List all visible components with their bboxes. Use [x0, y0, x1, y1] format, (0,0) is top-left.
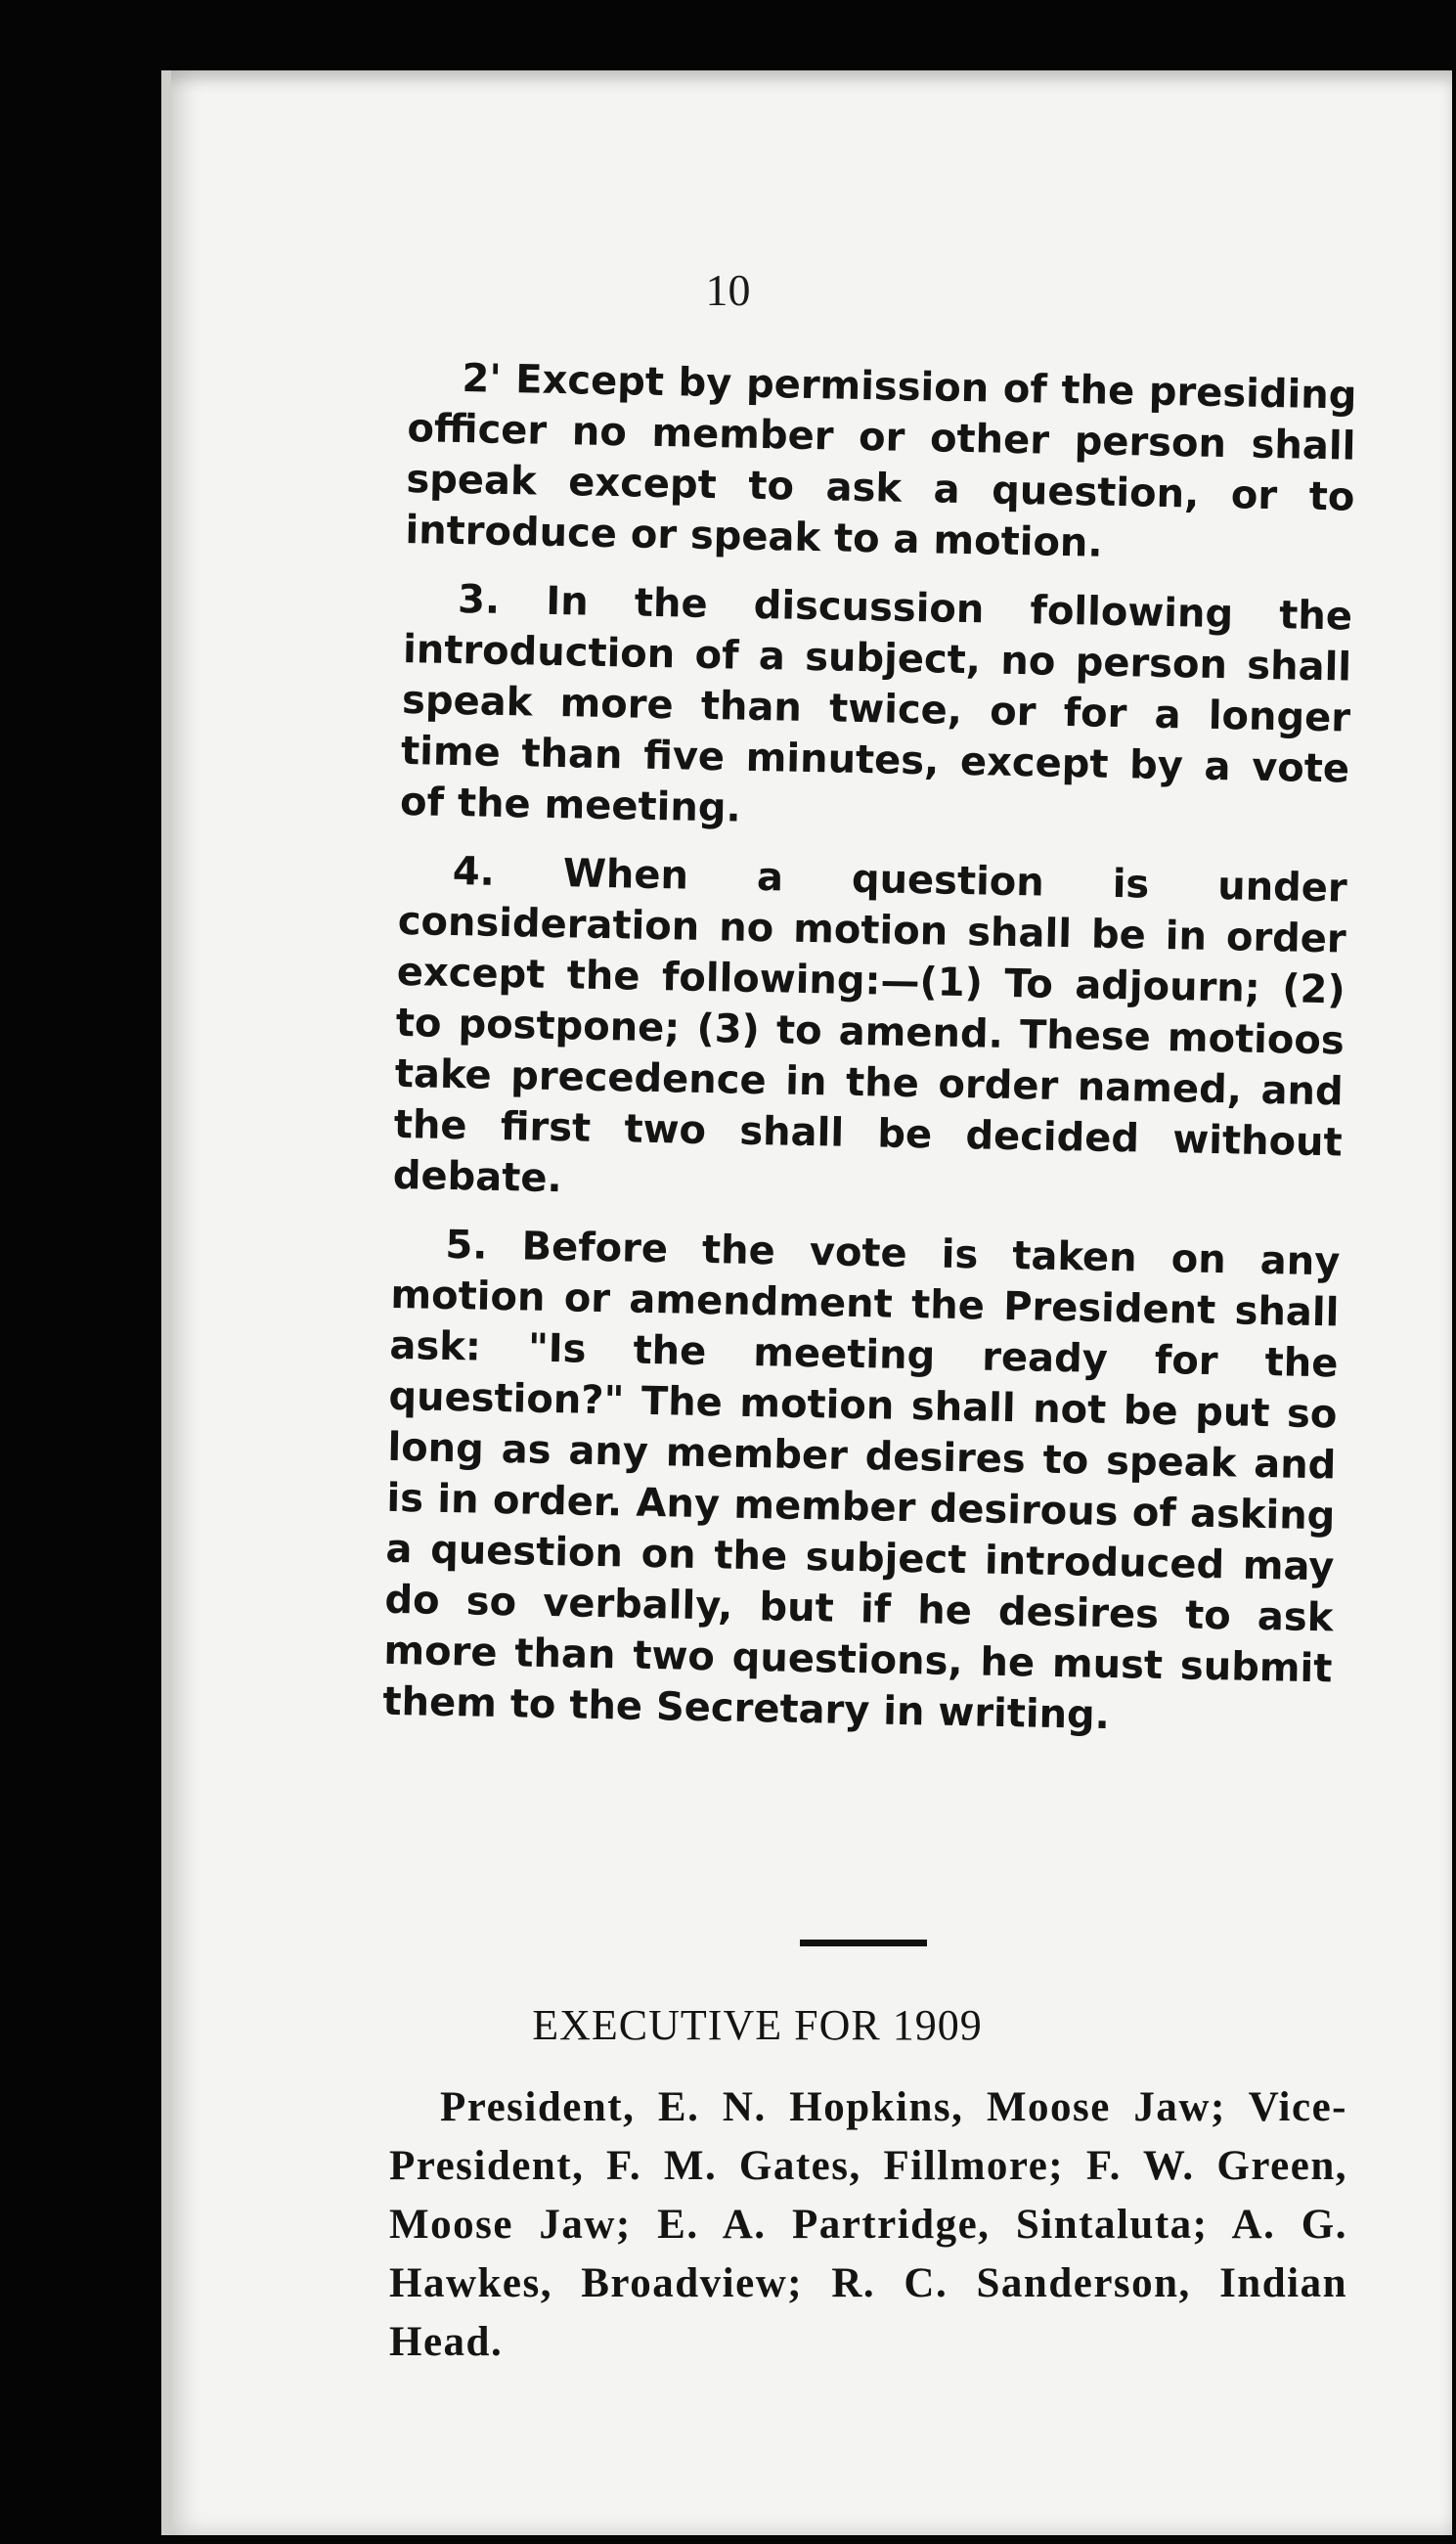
rule-paragraph-4: 4. When a question is under consideration no motion shall be in order except the following:—(1) To adjourn; (2) to postpone; (3) to amend. These motioos take precedence in the order named, and the first two shall be decided without debate. [392, 848, 1348, 1202]
rule-paragraph-2: 2' Except by permission of the presiding officer no member or other person shall speak except to ask a question, or to introduce or speak to a motion. [405, 356, 1357, 566]
rule-paragraph-5: 5. Before the vote is taken on any motion or amendment the President shall ask: "Is the meeting ready for the question?" The motion shall not be put so long as any member desires to speak and is in order. Any member desirous of asking a question on the subject introduced may do so verbally, but if he desires to ask more than two questions, he must submit them to the Secretary in writing. [382, 1222, 1341, 1739]
page-number: 10 [705, 265, 751, 315]
page-binding-edge [161, 70, 171, 2535]
section-divider [800, 1940, 927, 1946]
executive-heading: EXECUTIVE FOR 1909 [532, 2001, 983, 2049]
executive-members: President, E. N. Hopkins, Moose Jaw; Vice-President, F. M. Gates, Fillmore; F. W. Green, Moose Jaw; E. A. Partridge, Sintaluta; A. G. Hawkes, Broadview; R. C. Sanderson, Indian Head. [389, 2084, 1347, 2365]
rule-paragraph-3: 3. In the discussion following the introduction of a subject, no person shall speak more than twice, or for a longer time than five minutes, except by a vote of the meeting. [399, 577, 1353, 831]
rules-text-block [382, 352, 1357, 1763]
